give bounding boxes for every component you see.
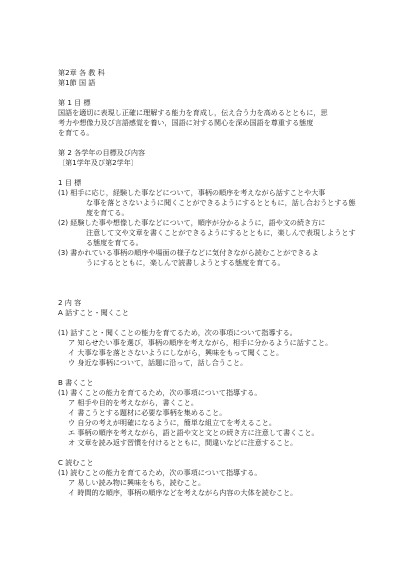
- section-c-item: ア 易しい読み物に興味をもち，読むこと。: [68, 478, 206, 487]
- section-a-intro: (1) 話すこと・聞くことの能力を育てるため，次の事項について指導する。: [58, 328, 297, 337]
- objective-line: る態度を育てる。: [86, 238, 143, 247]
- section-b-title: B 書くこと: [58, 378, 94, 387]
- section-a-title: A 話すこと・聞くこと: [58, 308, 129, 317]
- grade-heading: 第 2 各学年の目標及び内容: [58, 148, 146, 157]
- objective-line: (1) 相手に応じ，経験した事などについて，事柄の順序を考えながら話すことや大事: [58, 188, 326, 197]
- section-c-title: C 読むこと: [58, 458, 94, 467]
- goal-heading: 第 1 目 標: [58, 98, 91, 107]
- grade-subheading: 〔第1学年及び第2学年〕: [58, 158, 138, 167]
- section-b-item: ア 相手や目的を考えながら，書くこと。: [68, 398, 198, 407]
- objectives-heading: 1 目 標: [58, 178, 82, 187]
- document-page: [58, 68, 398, 498]
- objective-line: な事を落とさないように聞くことができるようにするとともに，話し合おうとする態: [86, 198, 356, 207]
- section-b-item: オ 文章を読み返す習慣を付けるとともに，間違いなどに注意すること。: [68, 438, 298, 447]
- chapter-title: 第2章 各 教 科: [58, 68, 105, 77]
- section-b-item: イ 書こうとする題材に必要な事柄を集めること。: [68, 408, 227, 417]
- objective-line: (2) 経験した事や想像した事などについて，順序が分かるように，語や文の続き方に: [58, 218, 326, 227]
- section-a-item: ア 知らせたい事を選び，事柄の順序を考えながら，相手に分かるように話すこと。: [68, 338, 333, 347]
- section-c-intro: (1) 読むことの能力を育てるため，次の事項について指導する。: [58, 468, 262, 477]
- objective-line: 度を育てる。: [86, 208, 129, 217]
- contents-heading: 2 内 容: [58, 298, 82, 307]
- section-c-item: イ 時間的な順序，事柄の順序などを考えながら内容の大体を読むこと。: [68, 488, 298, 497]
- objective-line: 注意して文や文章を書くことができるようにするとともに，楽しんで表現しようとす: [86, 228, 356, 237]
- section-a-item: イ 大事な事を落とさないようにしながら，興味をもって聞くこと。: [68, 348, 284, 357]
- goal-line: 国語を適切に表現し正確に理解する能力を育成し，伝え合う力を高めるとともに，思: [58, 108, 328, 117]
- section-title: 第1節 国 語: [58, 78, 96, 87]
- section-b-intro: (1) 書くことの能力を育てるため，次の事項について指導する。: [58, 388, 262, 397]
- section-a-item: ウ 身近な事柄について，話題に沿って，話し合うこと。: [68, 358, 248, 367]
- section-b-item: ウ 自分の考えが明確になるように，簡単な組立てを考えること。: [68, 418, 276, 427]
- objective-line: うにするとともに，楽しんで読書しようとする態度を育てる。: [86, 258, 285, 267]
- objective-line: (3) 書かれている事柄の順序や場面の様子などに気付きながら読むことができるよ: [58, 248, 319, 257]
- section-b-item: エ 事柄の順序を考えながら，語と語や文と文との続き方に注意して書くこと。: [68, 428, 319, 437]
- goal-line: 考力や想像力及び言語感覚を養い，国語に対する関心を深め国語を尊重する態度: [58, 118, 314, 127]
- goal-line: を育てる。: [58, 128, 94, 137]
